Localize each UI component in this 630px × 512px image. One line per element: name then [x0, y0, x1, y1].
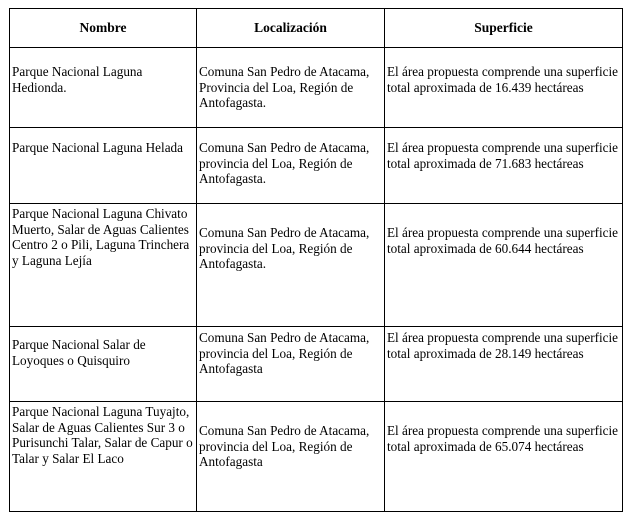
cell-localizacion: Comuna San Pedro de Atacama, provincia del Loa, Región de Antofagasta	[197, 402, 385, 512]
cell-localizacion: Comuna San Pedro de Atacama, Provincia del Loa, Región de Antofagasta.	[197, 48, 385, 128]
table-row	[10, 128, 623, 204]
table-row	[10, 402, 623, 512]
cell-localizacion: Comuna San Pedro de Atacama, provincia del Loa, Región de Antofagasta.	[197, 204, 385, 327]
table-header-row	[10, 9, 623, 48]
cell-nombre: Parque Nacional Laguna Hedionda.	[10, 48, 197, 128]
cell-superficie: El área propuesta comprende una superficie total aproximada de 28.149 hectáreas	[385, 327, 623, 402]
table-row	[10, 327, 623, 402]
cell-nombre: Parque Nacional Salar de Loyoques o Quisquiro	[10, 327, 197, 402]
header-nombre: Nombre	[10, 9, 197, 48]
cell-localizacion: Comuna San Pedro de Atacama, provincia del Loa, Región de Antofagasta.	[197, 128, 385, 204]
table-row	[10, 204, 623, 327]
cell-localizacion: Comuna San Pedro de Atacama, provincia del Loa, Región de Antofagasta	[197, 327, 385, 402]
table-row	[10, 48, 623, 128]
header-superficie: Superficie	[385, 9, 623, 48]
cell-superficie: El área propuesta comprende una superficie total aproximada de 16.439 hectáreas	[385, 48, 623, 128]
cell-nombre: Parque Nacional Laguna Helada	[10, 128, 197, 204]
cell-nombre: Parque Nacional Laguna Tuyajto, Salar de Aguas Calientes Sur 3 o Purisunchi Talar, Salar de Capur o Talar y Salar El Laco	[10, 402, 197, 512]
cell-superficie: El área propuesta comprende una superficie total aproximada de 60.644 hectáreas	[385, 204, 623, 327]
cell-nombre: Parque Nacional Laguna Chivato Muerto, Salar de Aguas Calientes Centro 2 o Pili, Laguna Trinchera y Laguna Lejía	[10, 204, 197, 327]
parks-table	[9, 8, 623, 512]
cell-superficie: El área propuesta comprende una superficie total aproximada de 71.683 hectáreas	[385, 128, 623, 204]
header-localizacion: Localización	[197, 9, 385, 48]
cell-superficie: El área propuesta comprende una superficie total aproximada de 65.074 hectáreas	[385, 402, 623, 512]
